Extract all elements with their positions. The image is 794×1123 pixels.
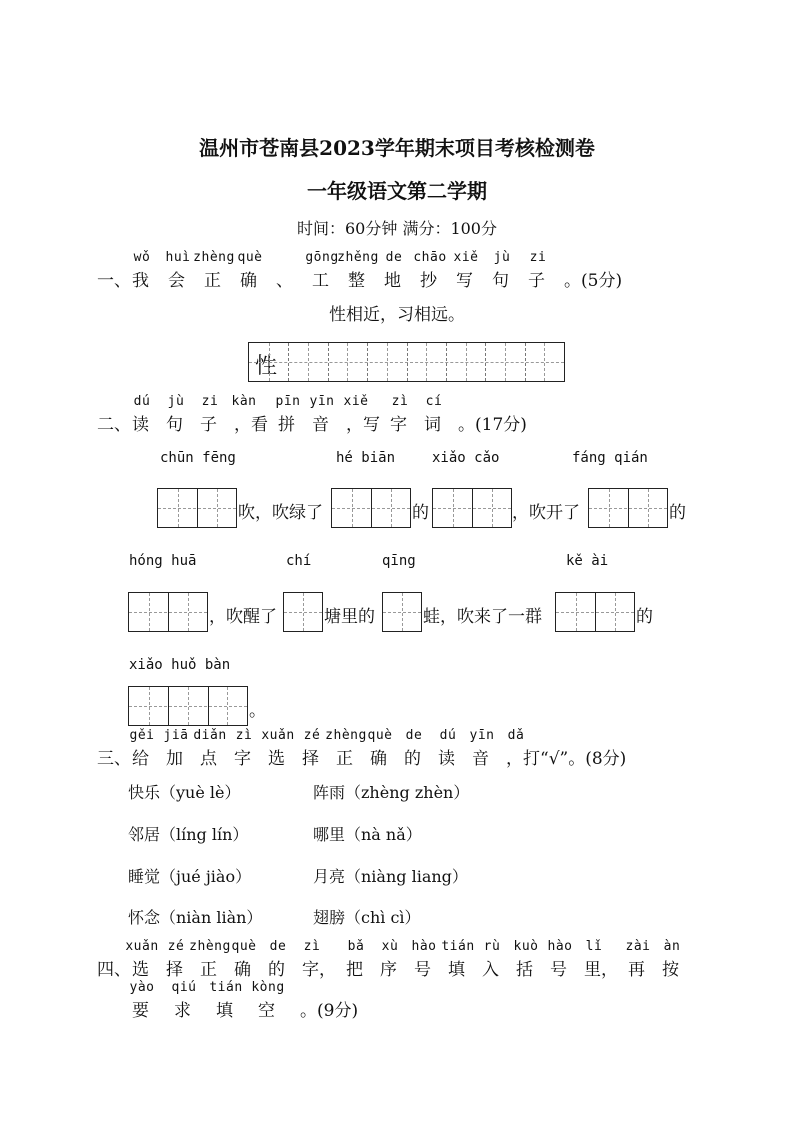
heading-char: 号 <box>414 960 431 980</box>
sentence-text: ，吹醒了 <box>209 607 277 627</box>
pinyin-annotation: zài <box>625 939 651 954</box>
heading-char: 点 <box>200 749 217 769</box>
heading-char: 句 <box>492 271 509 291</box>
pinyin-annotation: zì <box>391 394 409 409</box>
heading-char: 确 <box>240 271 257 291</box>
pinyin-hint: hóng huā <box>129 553 197 569</box>
heading-char: 会 <box>168 271 185 291</box>
heading-char: 词 <box>424 415 441 435</box>
option-item[interactable]: 翅膀（chì cì） <box>313 908 421 927</box>
grid-guide <box>129 612 207 613</box>
pinyin-annotation: qiú <box>171 980 197 995</box>
heading-char: 再 <box>628 960 645 980</box>
sentence-text: 吹，吹绿了 <box>238 503 323 523</box>
pinyin-annotation: zì <box>235 728 253 743</box>
heading-char: 字 <box>234 749 251 769</box>
heading-char: 把 <box>346 960 363 980</box>
heading-char: 确 <box>234 960 251 980</box>
grid-guide <box>284 612 322 613</box>
heading-char: 地 <box>384 271 401 291</box>
pinyin-annotation: què <box>237 250 263 265</box>
question-number: 二、 <box>97 415 131 435</box>
sentence-text: 蛙，吹来了一群 <box>423 607 542 627</box>
answer-grid[interactable] <box>432 488 512 528</box>
option-item[interactable]: 哪里（nà nǎ） <box>313 825 422 844</box>
pinyin-hint: qīng <box>382 553 416 569</box>
heading-char: 括 <box>516 960 533 980</box>
heading-char: 里， <box>584 960 618 980</box>
pinyin-annotation: què <box>231 939 257 954</box>
grid-guide <box>249 362 564 363</box>
pinyin-annotation: kàn <box>231 394 257 409</box>
exam-title: 温州市苍南县2023学年期末项目考核检测卷 <box>199 136 595 160</box>
heading-char: 填 <box>216 1001 233 1021</box>
pinyin-annotation: què <box>367 728 393 743</box>
heading-char: 填 <box>448 960 465 980</box>
pinyin-annotation: dú <box>439 728 457 743</box>
heading-char: 加 <box>166 749 183 769</box>
pinyin-annotation: xuǎn <box>261 728 295 743</box>
grid-guide <box>383 612 421 613</box>
pinyin-annotation: xiě <box>343 394 369 409</box>
grid-guide <box>589 508 667 509</box>
pinyin-annotation: yào <box>129 980 155 995</box>
answer-grid[interactable] <box>555 592 635 632</box>
pinyin-annotation: lǐ <box>585 939 603 954</box>
heading-char: 按 <box>662 960 679 980</box>
sentence-text: 塘里的 <box>324 607 375 627</box>
question-number: 三、 <box>97 749 131 769</box>
heading-char: 我 <box>132 271 149 291</box>
pinyin-hint: chí <box>286 553 312 569</box>
heading-char: 子 <box>200 415 217 435</box>
grid-guide <box>433 508 511 509</box>
pinyin-annotation: hào <box>411 939 437 954</box>
heading-char: 要 <box>132 1001 149 1021</box>
heading-char: 序 <box>380 960 397 980</box>
pinyin-annotation: pīn <box>275 394 301 409</box>
heading-char: 正 <box>200 960 217 980</box>
pinyin-annotation: dǎ <box>507 728 525 743</box>
heading-char: 。(5分) <box>564 271 623 291</box>
heading-char: 择 <box>302 749 319 769</box>
heading-char: ，写 <box>346 415 380 435</box>
question-number: 四、 <box>97 960 131 980</box>
copy-sentence: 性相近，习相远。 <box>329 305 465 325</box>
pinyin-annotation: zé <box>303 728 321 743</box>
heading-char: 字 <box>390 415 407 435</box>
option-item[interactable]: 邻居（líng lín） <box>128 825 249 844</box>
heading-char: 音 <box>472 749 489 769</box>
pinyin-annotation: tián <box>441 939 475 954</box>
heading-char: 写 <box>456 271 473 291</box>
pinyin-annotation: zhèng <box>193 250 235 265</box>
grid-guide <box>332 508 410 509</box>
pinyin-annotation: zhèng <box>189 939 231 954</box>
pinyin-annotation: jù <box>493 250 511 265</box>
pinyin-annotation: zì <box>303 939 321 954</box>
heading-char: 选 <box>268 749 285 769</box>
grid-guide <box>158 508 236 509</box>
pinyin-annotation: de <box>385 250 403 265</box>
heading-char: 句 <box>166 415 183 435</box>
heading-char: 选 <box>132 960 149 980</box>
pinyin-hint: xiǎo huǒ bàn <box>129 657 231 673</box>
pinyin-annotation: hào <box>547 939 573 954</box>
heading-char: 择 <box>166 960 183 980</box>
pinyin-annotation: de <box>405 728 423 743</box>
heading-char: 正 <box>204 271 221 291</box>
option-item[interactable]: 怀念（niàn liàn） <box>128 908 263 927</box>
pinyin-annotation: zi <box>529 250 547 265</box>
pinyin-annotation: jiā <box>163 728 189 743</box>
pinyin-annotation: cí <box>425 394 443 409</box>
pinyin-annotation: xiě <box>453 250 479 265</box>
pinyin-annotation: chāo <box>413 250 447 265</box>
heading-char: 整 <box>348 271 365 291</box>
heading-char: 拼 <box>278 415 295 435</box>
pinyin-annotation: yīn <box>309 394 335 409</box>
pinyin-annotation: zhèng <box>325 728 367 743</box>
pinyin-hint: chūn fēng <box>160 450 236 466</box>
writing-grid[interactable] <box>248 342 565 382</box>
sentence-text: 的 <box>412 503 429 523</box>
question-number: 一、 <box>97 271 131 291</box>
pinyin-hint: hé biān <box>336 450 396 466</box>
pinyin-annotation: gěi <box>129 728 155 743</box>
heading-char: 读 <box>132 415 149 435</box>
pinyin-annotation: huì <box>165 250 191 265</box>
pinyin-hint: fáng qián <box>572 450 648 466</box>
heading-char: 工 <box>312 271 329 291</box>
heading-char: ，看 <box>234 415 268 435</box>
heading-char: ，打“√”。(8分) <box>506 749 627 769</box>
pinyin-annotation: kòng <box>251 980 285 995</box>
pinyin-annotation: diǎn <box>193 728 227 743</box>
heading-char: 音 <box>312 415 329 435</box>
heading-char: 求 <box>174 1001 191 1021</box>
answer-grid[interactable] <box>283 592 323 632</box>
option-item[interactable]: 睡觉（jué jiào） <box>128 867 252 886</box>
pinyin-annotation: xù <box>381 939 399 954</box>
pinyin-annotation: gōng <box>305 250 339 265</box>
option-item[interactable]: 快乐（yuè lè） <box>128 783 241 802</box>
pinyin-annotation: xuǎn <box>125 939 159 954</box>
grid-first-char: 性 <box>255 354 278 379</box>
pinyin-annotation: zhěng <box>337 250 379 265</box>
answer-grid[interactable] <box>157 488 237 528</box>
heading-char: 读 <box>438 749 455 769</box>
heading-char: 入 <box>482 960 499 980</box>
pinyin-annotation: yīn <box>469 728 495 743</box>
heading-char: 确 <box>370 749 387 769</box>
grid-guide <box>129 706 247 707</box>
sentence-text: ，吹开了 <box>512 503 580 523</box>
option-item[interactable]: 阵雨（zhèng zhèn） <box>313 783 470 802</box>
option-item[interactable]: 月亮（niàng liang） <box>313 867 468 886</box>
heading-char: 、 <box>276 271 293 291</box>
heading-char: 号 <box>550 960 567 980</box>
pinyin-annotation: àn <box>663 939 681 954</box>
heading-char: 。(17分) <box>458 415 527 435</box>
heading-char: 给 <box>132 749 149 769</box>
answer-grid[interactable] <box>588 488 668 528</box>
pinyin-hint: xiǎo cǎo <box>432 450 500 466</box>
sentence-text: 。 <box>249 701 266 721</box>
pinyin-annotation: jù <box>167 394 185 409</box>
heading-char: 的 <box>404 749 421 769</box>
pinyin-annotation: kuò <box>513 939 539 954</box>
pinyin-annotation: de <box>269 939 287 954</box>
grid-guide <box>556 612 634 613</box>
pinyin-hint: kě ài <box>566 553 609 569</box>
pinyin-annotation: wǒ <box>133 250 151 265</box>
answer-grid[interactable] <box>331 488 411 528</box>
heading-char: 。(9分) <box>300 1001 359 1021</box>
answer-grid[interactable] <box>128 686 248 726</box>
pinyin-annotation: rù <box>483 939 501 954</box>
pinyin-annotation: tián <box>209 980 243 995</box>
sentence-text: 的 <box>669 503 686 523</box>
answer-grid[interactable] <box>382 592 422 632</box>
heading-char: 空 <box>258 1001 275 1021</box>
heading-char: 抄 <box>420 271 437 291</box>
heading-char: 正 <box>336 749 353 769</box>
pinyin-annotation: dú <box>133 394 151 409</box>
exam-subtitle: 一年级语文第二学期 <box>307 179 487 203</box>
pinyin-annotation: zi <box>201 394 219 409</box>
heading-char: 子 <box>528 271 545 291</box>
heading-char: 字， <box>302 960 336 980</box>
pinyin-annotation: bǎ <box>347 939 365 954</box>
answer-grid[interactable] <box>128 592 208 632</box>
heading-char: 的 <box>268 960 285 980</box>
sentence-text: 的 <box>636 607 653 627</box>
pinyin-annotation: zé <box>167 939 185 954</box>
exam-info: 时间：60分钟 满分：100分 <box>297 219 497 238</box>
